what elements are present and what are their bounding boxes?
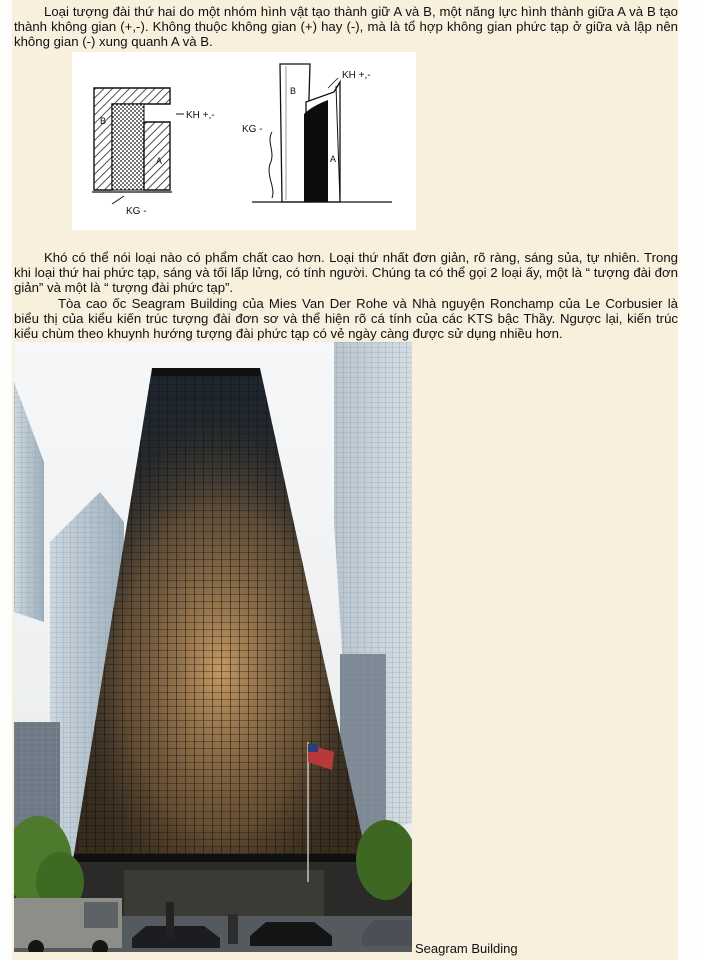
diagram-simple-pair (92, 88, 215, 217)
paragraph-text: Loại tượng đài thứ hai do một nhóm hình vật tạo thành giữ A và B, một năng lực hình thành giữa A và B tạo thành không gian (+,-). Không thuộc không gian (+) hay (-), mà là tổ hợp không gian phức tạp ở giữa và lập nên không gian (-) xung quanh A và B. (14, 4, 678, 50)
in-between-space-shape (112, 104, 144, 190)
diagram-complex-pair (242, 64, 392, 202)
label-b: B (100, 116, 107, 126)
label-a: A (330, 154, 337, 164)
in-between-space-shape (304, 100, 328, 202)
seagram-building-photo (14, 342, 412, 952)
label-kh: KH +,- (186, 110, 215, 121)
paragraph-seagram (14, 296, 678, 342)
label-kg: KG - (126, 206, 147, 217)
figure-space-diagram (72, 52, 416, 230)
paragraph-monument-type-two (14, 4, 678, 50)
label-kg: KG - (242, 124, 263, 135)
paragraph-comparison (14, 250, 678, 296)
paragraph-text: Khó có thể nói loại nào có phẩm chất cao hơn. Loại thứ nhất đơn giản, rõ ràng, sáng sủa, tự nhiên. Trong khi loại thứ hai phức tạp, sáng và tối lấp lửng, có tính người. Chúng ta có thể gọi 2 loại ấy, một là “ tượng đài đơn giản” và một là “ tượng đài phức tạp”. (14, 250, 678, 296)
text-block-comparison (14, 250, 678, 341)
document-page (12, 0, 678, 960)
label-a: A (156, 156, 163, 166)
paragraph-text: Tòa cao ốc Seagram Building của Mies Van Der Rohe và Nhà nguyện Ronchamp của Le Corbusier là biểu thị của kiểu kiến trúc tượng đài đơn sơ và thể hiện rõ cá tính của các KTS bậc Thầy. Ngược lại, kiến trúc kiểu chùm theo khuynh hướng tượng đài phức tạp có vẻ ngày càng được sử dụng nhiều hơn. (14, 295, 678, 342)
photo-caption: Seagram Building (415, 941, 518, 956)
label-b: B (290, 86, 297, 96)
label-kh: KH +,- (342, 70, 371, 81)
